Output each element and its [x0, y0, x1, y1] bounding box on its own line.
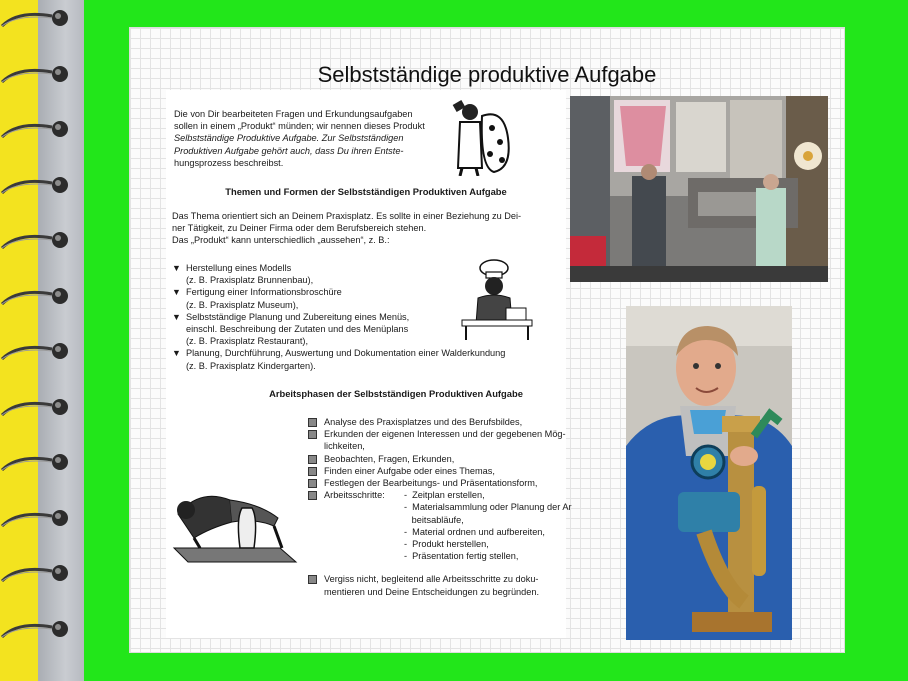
square-bullet-icon — [308, 418, 317, 427]
spiral-ring — [0, 617, 72, 645]
spiral-ring — [0, 62, 72, 90]
cartoon-figure-illustration — [446, 98, 516, 176]
steps-list — [404, 489, 574, 562]
list-item — [172, 311, 512, 348]
spiral-ring — [0, 395, 72, 423]
square-bullet-icon — [308, 430, 317, 439]
intro-line: sollen in einem „Produkt“ münden; wir nennen dieses Produkt — [174, 121, 425, 132]
intro-paragraph — [174, 108, 442, 169]
spiral-ring — [0, 339, 72, 367]
spiral-ring — [0, 561, 72, 589]
themes-paragraph — [172, 210, 562, 247]
square-bullet-icon — [308, 479, 317, 488]
notebook-spine — [0, 0, 84, 681]
phases-list — [308, 416, 572, 598]
slide-title: Selbstständige produktive Aufgabe — [317, 62, 657, 87]
list-item-text: Analyse des Praxisplatzes und des Berufsbildes, — [324, 417, 523, 427]
list-item-text: Selbstständige Planung und Zubereitung eines Menüs, — [186, 311, 410, 322]
step-item: - Materialsammlung oder Planung der Ar — [404, 502, 572, 513]
step-text: Materialsammlung oder Planung der Ar — [412, 502, 572, 513]
list-item-text: (z. B. Praxisplatz Restaurant), — [186, 336, 309, 347]
step-text: Material ordnen und aufbereiten, — [412, 526, 545, 537]
spiral-ring — [0, 173, 72, 201]
list-item-text: Vergiss nicht, begleitend alle Arbeitsschritte zu doku- — [324, 574, 539, 585]
list-item-text: (z. B. Praxisplatz Brunnenbau), — [186, 275, 314, 286]
list-item-text: lichkeiten, — [324, 441, 365, 452]
step-text: Präsentation fertig stellen, — [412, 551, 519, 562]
list-item-text: Festlegen der Bearbeitungs- und Präsentationsform, — [324, 478, 538, 489]
step-item: - Präsentation fertig stellen, — [404, 551, 519, 562]
list-item-text: Planung, Durchführung, Auswertung und Dokumentation einer Walderkundung — [186, 348, 506, 359]
step-item: - Material ordnen und aufbereiten, — [404, 526, 545, 537]
list-item-text: Erkunden der eigenen Interessen und der gegebenen Mög- — [324, 429, 566, 440]
intro-line: Selbstständige Produktive Aufgabe. Zur Selbstständigen — [174, 133, 404, 144]
intro-line: hungsprozess beschreibst. — [174, 157, 284, 168]
list-item — [308, 477, 566, 489]
steps-label: Arbeitsschritte: — [324, 490, 385, 501]
spiral-ring — [0, 284, 72, 312]
list-item-text: mentieren und Deine Entscheidungen zu begründen. — [324, 586, 540, 597]
list-item — [308, 573, 566, 597]
list-item-text: einschl. Beschreibung der Zutaten und des Menüplans — [186, 324, 409, 335]
square-bullet-icon — [308, 491, 317, 500]
intro-line: Die von Dir bearbeiteten Fragen und Erkundungsaufgaben — [174, 109, 413, 119]
paper-sheet — [130, 28, 844, 652]
spiral-ring — [0, 6, 72, 34]
themes-line: ner Tätigkeit, zu Deiner Firma oder dem Berufsbereich stehen. — [172, 223, 427, 234]
list-item-text: Herstellung eines Modells — [186, 263, 292, 273]
list-item — [172, 262, 512, 286]
square-bullet-icon — [308, 467, 317, 476]
list-item — [308, 428, 566, 452]
scanned-document — [166, 90, 572, 638]
spiral-ring — [0, 506, 72, 534]
spiral-ring — [0, 450, 72, 478]
step-item: - Produkt herstellen, — [404, 539, 489, 550]
step-text: Zeitplan erstellen, — [412, 490, 485, 501]
step-item: - Zeitplan erstellen, — [404, 490, 485, 501]
trainee-photo — [626, 306, 792, 640]
list-item-text: (z. B. Praxisplatz Kindergarten). — [186, 360, 316, 371]
square-bullet-icon — [308, 455, 317, 464]
trophy-icon: ▼ — [172, 287, 181, 298]
step-text: beitsabläufe, — [411, 514, 464, 525]
list-item-text: Finden einer Aufgabe oder eines Themas, — [324, 465, 495, 476]
intro-line: Produktiven Aufgabe gehört auch, dass Du ihren Entste- — [174, 145, 404, 156]
list-item-text: Fertigung einer Informationsbroschüre — [186, 287, 342, 298]
trophy-icon: ▼ — [172, 348, 181, 359]
section-heading-themes: Themen und Formen der Selbstständigen Produktiven Aufgabe — [225, 186, 507, 197]
themes-line: Das „Produkt“ kann unterschiedlich „aussehen“, z. B.: — [172, 235, 390, 246]
step-item — [404, 514, 574, 526]
trophy-icon: ▼ — [172, 263, 181, 273]
spiral-ring — [0, 228, 72, 256]
list-item — [308, 453, 566, 465]
square-bullet-icon — [308, 575, 317, 584]
step-text: Produkt herstellen, — [412, 539, 489, 550]
potter-illustration — [170, 478, 300, 566]
shop-window-photo — [570, 96, 828, 282]
list-item — [308, 416, 566, 428]
examples-list — [172, 262, 512, 372]
list-item-text: Beobachten, Fragen, Erkunden, — [324, 453, 455, 464]
list-item-text: (z. B. Praxisplatz Museum), — [186, 299, 299, 310]
list-item — [172, 286, 512, 310]
trophy-icon: ▼ — [172, 311, 181, 322]
themes-line: Das Thema orientiert sich an Deinem Praxisplatz. Es sollte in einer Beziehung zu Dei- — [172, 211, 522, 221]
section-heading-phases: Arbeitsphasen der Selbstständigen Produktiven Aufgabe — [269, 388, 523, 399]
list-item — [172, 347, 512, 371]
list-item — [308, 489, 572, 562]
list-item — [308, 465, 566, 477]
spiral-ring — [0, 117, 72, 145]
